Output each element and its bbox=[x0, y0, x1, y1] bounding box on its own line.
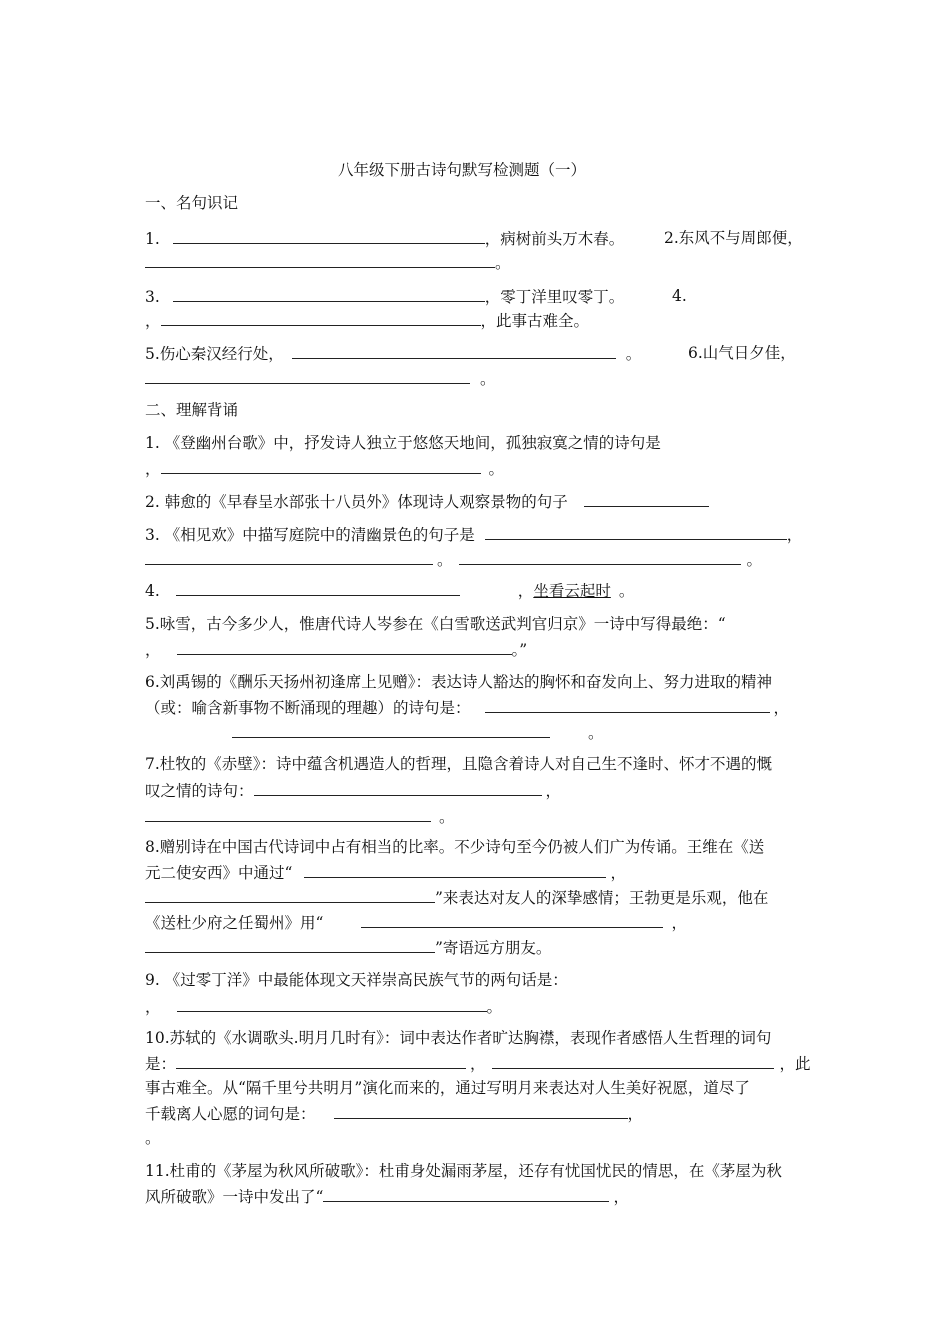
answer-blank[interactable] bbox=[145, 887, 435, 903]
s2-q10-line4 bbox=[145, 1103, 643, 1124]
s1-q2: 2.东风不与周郎便， bbox=[664, 229, 803, 247]
s2-q6-line2 bbox=[145, 697, 789, 718]
s2-q9-end: 。 bbox=[486, 998, 503, 1016]
s1-q1-num: 1. bbox=[145, 230, 160, 248]
answer-blank[interactable] bbox=[459, 549, 741, 565]
s2-q1-end: 。 bbox=[488, 460, 505, 478]
s2-q8-comma2: ， bbox=[671, 914, 687, 932]
s2-q7-line2 bbox=[145, 780, 561, 801]
s2-q9-lead: ， bbox=[145, 998, 161, 1016]
s2-q10-comma2: ， bbox=[627, 1105, 644, 1123]
s2-q5-line2 bbox=[145, 639, 527, 660]
s2-q8-line4 bbox=[145, 912, 687, 933]
s2-q10-tail: ，此 bbox=[779, 1055, 811, 1073]
s2-q5: 5.咏雪，古今多少人，惟唐代诗人岑参在《白雪歌送武判官归京》一诗中写得最绝：“ bbox=[145, 615, 726, 633]
s2-q3-mid: 。 bbox=[437, 551, 453, 569]
answer-blank[interactable] bbox=[254, 780, 542, 796]
s2-q7-line1: 7.杜牧的《赤壁》：诗中蕴含机遇造人的哲理，且隐含着诗人对自己生不逢时、怀才不遇的慨 bbox=[145, 755, 773, 773]
s1-q5 bbox=[145, 343, 641, 364]
s2-q8-line5 bbox=[145, 937, 551, 958]
answer-blank[interactable] bbox=[492, 1053, 774, 1069]
s2-q8-line3 bbox=[145, 887, 768, 908]
answer-blank[interactable] bbox=[292, 343, 616, 359]
answer-blank[interactable] bbox=[584, 491, 709, 507]
answer-blank[interactable] bbox=[161, 458, 481, 474]
s2-q3-line2 bbox=[145, 549, 762, 570]
s2-q10-line2 bbox=[145, 1053, 811, 1074]
s2-q9-line2 bbox=[145, 996, 502, 1017]
s2-q2-text: 2. 韩愈的《早春呈水部张十八员外》体现诗人观察景物的句子 bbox=[145, 493, 568, 511]
s1-q2-line2 bbox=[145, 252, 511, 273]
s2-q6-end: 。 bbox=[588, 724, 604, 742]
answer-blank[interactable] bbox=[485, 524, 787, 540]
answer-blank[interactable] bbox=[334, 1103, 628, 1119]
s2-q4-poem: 坐看云起时 bbox=[533, 582, 611, 600]
s2-q8-text2: 元二使安西》中通过“ bbox=[145, 864, 293, 882]
s2-q7-line3 bbox=[145, 806, 455, 827]
s1-q6-end: 。 bbox=[480, 370, 496, 388]
s2-q3 bbox=[145, 524, 802, 545]
s2-q1: 1. 《登幽州台歌》中，抒发诗人独立于悠悠天地间，孤独寂寞之情的诗句是 bbox=[145, 434, 661, 452]
s2-q11-line2 bbox=[145, 1186, 629, 1207]
s1-q6-line2 bbox=[145, 368, 496, 389]
s2-q8-text5: ”寄语远方朋友。 bbox=[435, 939, 552, 957]
s2-q5-lead: ， bbox=[145, 641, 161, 659]
answer-blank[interactable] bbox=[173, 228, 485, 244]
answer-blank[interactable] bbox=[145, 368, 470, 384]
answer-blank[interactable] bbox=[232, 722, 550, 738]
s2-q10-line3: 事古难全。从“隔千里兮共明月”演化而来的，通过写明月来表达对人生美好祝愿，道尽了 bbox=[145, 1079, 750, 1097]
s1-q4-num: 4. bbox=[672, 287, 687, 305]
s1-q3-tail: ，零丁洋里叹零丁。 bbox=[484, 288, 625, 306]
page-title: 八年级下册古诗句默写检测题（一） bbox=[338, 161, 587, 179]
answer-blank[interactable] bbox=[173, 286, 485, 302]
answer-blank[interactable] bbox=[176, 1053, 466, 1069]
s2-q10-line1: 10.苏轼的《水调歌头.明月几时有》：词中表达作者旷达胸襟，表现作者感悟人生哲理的词句 bbox=[145, 1029, 772, 1047]
section-heading-recall: 一、名句识记 bbox=[145, 194, 239, 212]
s2-q11-text2: 风所破歌》一诗中发出了“ bbox=[145, 1188, 324, 1206]
s1-q5-lead: 5.伤心秦汉经行处， bbox=[145, 345, 284, 363]
s2-q6-text: （或：喻含新事物不断涌现的理趣）的诗句是： bbox=[145, 699, 471, 717]
s2-q7-text: 叹之情的诗句： bbox=[145, 782, 254, 800]
answer-blank[interactable] bbox=[485, 697, 770, 713]
s1-q4-lead: ， bbox=[145, 312, 161, 330]
answer-blank[interactable] bbox=[145, 549, 433, 565]
s2-q3-text: 3. 《相见欢》中描写庭院中的清幽景色的句子是 bbox=[145, 526, 475, 544]
answer-blank[interactable] bbox=[145, 806, 431, 822]
s2-q1-line2 bbox=[145, 458, 504, 479]
s2-q11-comma: ， bbox=[613, 1188, 629, 1206]
answer-blank[interactable] bbox=[304, 862, 606, 878]
s1-q5-tail: 。 bbox=[625, 345, 642, 363]
s1-q3-num: 3. bbox=[145, 288, 160, 306]
s2-q3-end: 。 bbox=[746, 551, 763, 569]
s1-q3 bbox=[145, 286, 624, 307]
answer-blank[interactable] bbox=[145, 937, 435, 953]
answer-blank[interactable] bbox=[145, 252, 495, 268]
s2-q10-comma: ， bbox=[470, 1055, 486, 1073]
answer-blank[interactable] bbox=[177, 639, 512, 655]
s2-q1-lead: ， bbox=[145, 460, 161, 478]
answer-blank[interactable] bbox=[361, 912, 663, 928]
s2-q4-comma: ， bbox=[517, 582, 534, 600]
s2-q6-line3 bbox=[232, 722, 604, 743]
s2-q8-comma1: ， bbox=[610, 864, 626, 882]
s1-q4-tail: ，此事古难全。 bbox=[480, 312, 590, 330]
s2-q11-line1: 11.杜甫的《茅屋为秋风所破歌》：杜甫身处漏雨茅屋，还存有忧国忧民的情思，在《茅屋为秋 bbox=[145, 1162, 782, 1180]
s2-q6-comma: ， bbox=[773, 699, 790, 717]
s2-q10-line5: 。 bbox=[145, 1129, 161, 1147]
section-heading-understanding: 二、理解背诵 bbox=[145, 401, 239, 419]
s2-q5-end: 。” bbox=[511, 641, 528, 659]
s2-q10-text4: 千载离人心愿的词句是： bbox=[145, 1105, 316, 1123]
answer-blank[interactable] bbox=[323, 1186, 609, 1202]
s1-q6: 6.山气日夕佳， bbox=[688, 344, 796, 362]
s2-q4 bbox=[145, 580, 634, 601]
s2-q4-num: 4. bbox=[145, 582, 160, 600]
s2-q3-comma: ， bbox=[786, 526, 803, 544]
s2-q2 bbox=[145, 491, 709, 512]
s1-q4-line2 bbox=[145, 310, 589, 331]
s2-q7-end: 。 bbox=[439, 808, 455, 826]
s1-q1-tail: ，病树前头万木春。 bbox=[484, 230, 625, 248]
answer-blank[interactable] bbox=[161, 310, 481, 326]
s2-q8-text4: 《送杜少府之任蜀州》用“ bbox=[145, 914, 324, 932]
s2-q9: 9. 《过零丁洋》中最能体现文天祥崇高民族气节的两句话是： bbox=[145, 971, 568, 989]
s2-q8-line1: 8.赠别诗在中国古代诗词中占有相当的比率。不少诗句至今仍被人们广为传诵。王维在《送 bbox=[145, 838, 765, 856]
s1-q1 bbox=[145, 228, 624, 249]
s2-q10-text2: 是： bbox=[145, 1055, 177, 1073]
s2-q8-text3: ”来表达对友人的深挚感情；王勃更是乐观，他在 bbox=[435, 889, 769, 907]
s1-q2-end: 。 bbox=[495, 254, 511, 272]
s2-q8-line2 bbox=[145, 862, 626, 883]
s2-q6-line1: 6.刘禹锡的《酬乐天扬州初逢席上见赠》：表达诗人豁达的胸怀和奋发向上、努力进取的精神 bbox=[145, 673, 773, 691]
answer-blank[interactable] bbox=[176, 580, 460, 596]
answer-blank[interactable] bbox=[177, 996, 487, 1012]
s2-q4-end: 。 bbox=[618, 582, 635, 600]
s2-q7-comma: ， bbox=[545, 782, 562, 800]
